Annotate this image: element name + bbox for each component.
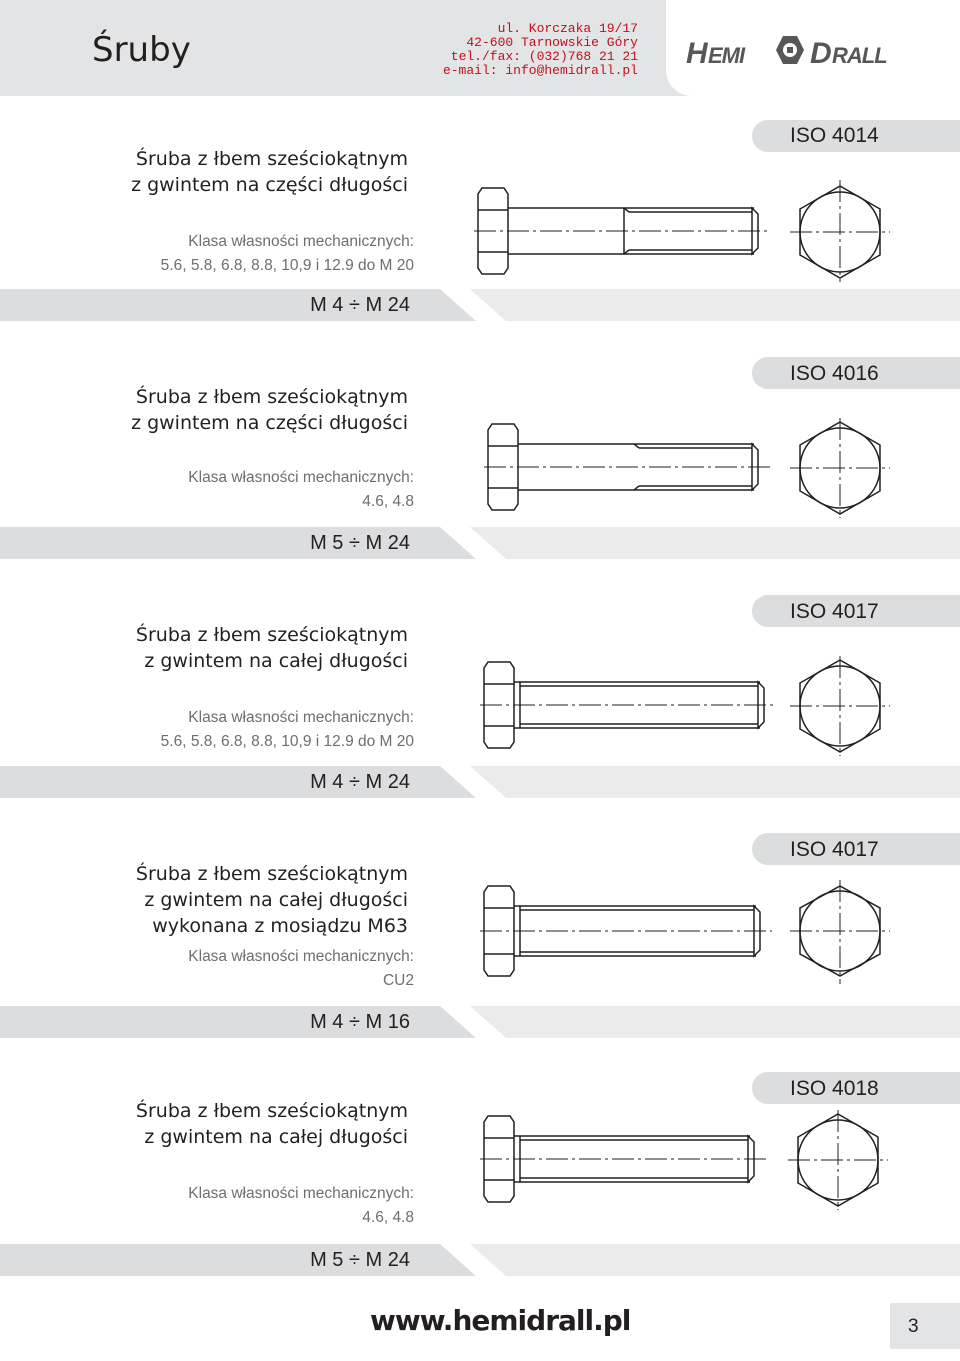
bolt-drawing-iso4016 [484,418,894,518]
size-range-1: M 4 ÷ M 24 [310,294,410,316]
klasa-label: Klasa własności mechanicznych: [188,709,414,726]
klasa-value: 5.6, 5.8, 6.8, 8.8, 10,9 i 12.9 do M 20 [160,733,414,750]
page-number: 3 [908,1316,919,1337]
page-title: Śruby [92,30,191,70]
svg-text:EMI: EMI [708,43,745,68]
iso-label-5: ISO 4018 [790,1077,879,1100]
svg-text:D: D [810,37,831,70]
range-band-2 [0,527,960,559]
title-line: Śruba z łbem sześciokątnym [135,1100,408,1122]
size-range-5: M 5 ÷ M 24 [310,1249,410,1271]
address-street: ul. Korczaka 19/17 [497,21,638,36]
klasa-label: Klasa własności mechanicznych: [188,233,414,250]
title-line: Śruba z łbem sześciokątnym [135,863,408,885]
iso-label-4: ISO 4017 [790,838,879,861]
iso-label-3: ISO 4017 [790,600,879,623]
iso-label-1: ISO 4014 [790,124,879,147]
size-range-4: M 4 ÷ M 16 [310,1011,410,1033]
company-address [432,22,638,78]
bolt-drawing-iso4017 [480,656,894,756]
klasa-2 [188,466,414,514]
title-line: z gwintem na całej długości [144,1126,408,1148]
title-line: z gwintem na całej długości [144,650,408,672]
range-band-5 [0,1244,960,1276]
address-email: e-mail: info@hemidrall.pl [442,63,638,78]
section-title-2 [131,384,408,436]
address-phone: tel./fax: (032)768 21 21 [450,49,638,64]
bolt-drawing-iso4018 [480,1110,894,1210]
company-logo [686,30,922,70]
title-line: z gwintem na całej długości [144,889,408,911]
svg-text:H: H [686,37,707,70]
klasa-value: 4.6, 4.8 [362,1209,414,1226]
title-line: Śruba z łbem sześciokątnym [135,148,408,170]
klasa-5 [188,1182,414,1230]
range-band-3 [0,766,960,798]
bolt-logo-icon [776,36,804,64]
title-line: wykonana z mosiądzu M63 [152,915,408,937]
range-band-1 [0,289,960,321]
website-url[interactable]: www.hemidrall.pl [370,1304,631,1337]
section-title-3 [136,622,408,674]
bolt-drawing-iso4014 [474,180,894,282]
iso-label-2: ISO 4016 [790,362,879,385]
klasa-4 [188,945,414,993]
title-line: z gwintem na części długości [131,174,408,196]
klasa-3 [161,706,414,754]
klasa-value: CU2 [382,972,414,989]
title-line: z gwintem na części długości [131,412,408,434]
section-title-5 [136,1098,408,1150]
title-line: Śruba z łbem sześciokątnym [135,624,408,646]
section-title-4 [136,861,408,939]
klasa-value: 5.6, 5.8, 6.8, 8.8, 10,9 i 12.9 do M 20 [160,257,414,274]
size-range-3: M 4 ÷ M 24 [310,771,410,793]
klasa-label: Klasa własności mechanicznych: [188,469,414,486]
address-city: 42-600 Tarnowskie Góry [466,35,638,50]
section-title-1 [131,146,408,198]
size-range-2: M 5 ÷ M 24 [310,532,410,554]
klasa-label: Klasa własności mechanicznych: [188,1185,414,1202]
title-line: Śruba z łbem sześciokątnym [135,386,408,408]
klasa-1 [161,230,414,278]
klasa-label: Klasa własności mechanicznych: [188,948,414,965]
bolt-drawing-iso4017-brass [480,876,894,986]
klasa-value: 4.6, 4.8 [362,493,414,510]
range-band-4 [0,1006,960,1038]
svg-text:RALL: RALL [832,43,887,68]
